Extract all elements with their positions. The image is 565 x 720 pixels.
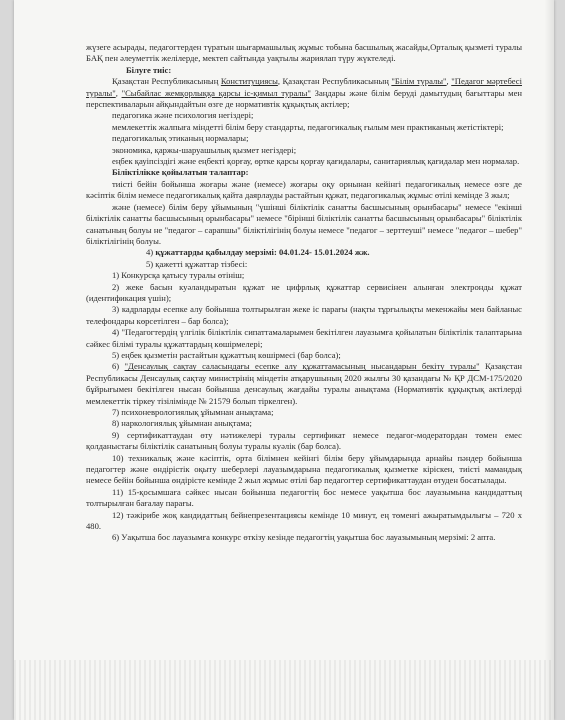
heading-must-know: Білуге тиіс: [126, 64, 172, 75]
paragraph-laws: Қазақстан Республикасының Конституциясы, Қазақстан Республикасының "Білім туралы", "Педагог мәртебесі туралы", "Сыбайлас жемқорлыққа қарсы іс-қимыл туралы" Заңдары және білім беруді дамытудың бағыттары мен перспективаларын айқындайтын өзге де нормативтік құқықтық актілер; [86, 76, 523, 110]
paragraph-category-requirement: және (немесе) білім беру ұйымының "үшінші біліктілік санатты басшысының орынбасары" немесе "екінші біліктілік санатты басшысының орынбасары" немесе "бірінші біліктілік санатты басшысының орынбасары" біліктілік санатының болуы не "педагог – сарапшы" біліктілігінің болуы немесе "педагог – зерттеуші" немесе "педагог – шебер" біліктілігінің болуы. [86, 201, 522, 246]
heading-qualification-requirements: Біліктілікке қойылатын талаптар: [112, 167, 249, 178]
link-health-order[interactable]: "Денсаулық сақтау саласындағы есепке алу құжаттамасының нысандарын бекіту туралы" [124, 361, 480, 372]
paragraph-documents-heading: 5) қажетті құжаттар тізбесі: [146, 258, 248, 269]
paragraph-duties-end: жүзеге асырады, педагогтерден түратын шығармашылық жұмыс тобына басшылық жасайды,Орталық қызметі туралы БАҚ пен әлеуметтік желілерде, мектеп сайтында уақтылы жариялап түру жүктеледі. [86, 42, 522, 64]
link-education-law[interactable]: "Білім туралы" [391, 76, 447, 87]
paragraph-deadline: 4) құжаттарды қабылдау мерзімі: 04.01.24- 15.01.2024 жж. [146, 247, 370, 258]
doc-item-7: 7) психоневрологиялық ұйымнан анықтама; [112, 407, 274, 417]
deadline-text: құжаттарды қабылдау мерзімі: 04.01.24- 15.01.2024 жж. [155, 247, 370, 258]
doc-item-1: 1) Конкурсқа қатысу туралы өтініш; [112, 270, 245, 281]
doc-item-2: 2) жеке басын куәландыратын құжат не цифрлық құжаттар сервисінен алынған электронды құжат (идентификация үшін); [86, 281, 522, 303]
doc-item-12: 12) тәжірибе жоқ кандидаттың бейнепрезентациясы кемінде 10 минут, ең төменгі ажыратымдылығы – 720 х 480. [86, 509, 522, 532]
link-teacher-status-law[interactable]: "Педагог мәртебесі туралы" [86, 76, 522, 98]
list-item-ethics: педагогикалық этиканың нормалары; [112, 133, 249, 144]
doc-item-9: 9) сертификаттаудан өту нәтижелері туралы сертификат немесе педагог-модератордан төмен емес қолданыстағы біліктілік санатының болуы туралы куәлік (бар болса). [86, 429, 522, 452]
doc-item-8: 8) наркологиялық ұйымнан анықтама; [112, 418, 252, 429]
list-item-standard: мемлекеттік жалпыға міндетті білім беру стандарты, педагогикалық ғылым мен практиканың жетістіктері; [112, 121, 504, 132]
page-shadow-edge [544, 0, 554, 720]
doc-item-4: 4) "Педагогтердің үлгілік біліктілік сипаттамаларымен бекітілген лауазымға қойылатын біліктілік талаптарына сәйкес білімі туралы құжаттардың көшірмелері; [86, 327, 522, 349]
list-item-safety: еңбек қауіпсіздігі және еңбекті қорғау, өртке қарсы қорғау қағидалары, санитариялық қағидалар мен нормалар. [112, 156, 520, 167]
paragraph-temporary-term: 6) Уақытша бос лауазымға конкурс өткізу кезінде педагогтің уақытша бос лауазымының мерзімі: 2 апта. [112, 532, 496, 543]
doc-item-10: 10) техникалық және кәсіптік, орта білімнен кейінгі білім беру ұйымдарында арнайы пәндер бойынша педагогтер және өндірістік оқыту шеберлері лауазымдарына педагогикалық қызметке кіріскен, тиісті мамандық немесе бейін бойынша өндірісте кемінде 2 жыл жұмыс өтілі бар педагогтер сертификаттаудан өтуден босатылады. [86, 452, 522, 486]
doc-item-11: 11) 15-қосымшаға сәйкес нысан бойынша педагогтің бос немесе уақытша бос лауазымына кандидаттың толтырылған бағалау парағы. [86, 486, 522, 509]
doc-item-3: 3) кадрларды есепке алу бойынша толтырылған жеке іс парағы (нақты тұрғылықты мекенжайы мен байланыс телефондары көрсетілген – бар болса); [86, 304, 522, 326]
doc-item-6: 6) "Денсаулық сақтау саласындағы есепке алу құжаттамасының нысандарын бекіту туралы" Қазақстан Республикасы Денсаулық сақтау министрінің міндетін атқарушының 2020 жылғы 30 қазандағы № ҚР ДСМ-175/2020 бұйрығымен бекітілген нысан бойынша денсаулық жағдайы туралы анықтама (Нормативтік құқықтық актілерді мемлекеттік тіркеу тізілімінде № 21579 болып тіркелген). [86, 361, 522, 406]
paragraph-education-requirement: тиісті бейін бойынша жоғары және (немесе) жоғары оқу орнынан кейінгі педагогикалық немесе өзге де кәсіптік білім немесе педагогикалық қайта даярлауды растайтын құжат, педагогикалық жұмыс өтілі кемінде 3 жыл; [86, 178, 522, 201]
list-item-economics: экономика, қаржы-шаруашылық қызмет негіздері; [112, 144, 297, 155]
document-body [86, 42, 522, 544]
doc-item-5: 5) еңбек қызметін растайтын құжаттың көшірмесі (бар болса); [112, 349, 341, 360]
list-item-pedagogy: педагогика және психология негіздері; [112, 110, 254, 121]
link-constitution[interactable]: Конституциясы [220, 76, 278, 87]
link-anticorruption-law[interactable]: "Сыбайлас жемқорлыққа қарсы іс-қимыл туралы" [121, 87, 311, 98]
scan-noise [14, 660, 554, 720]
document-page [14, 0, 554, 720]
